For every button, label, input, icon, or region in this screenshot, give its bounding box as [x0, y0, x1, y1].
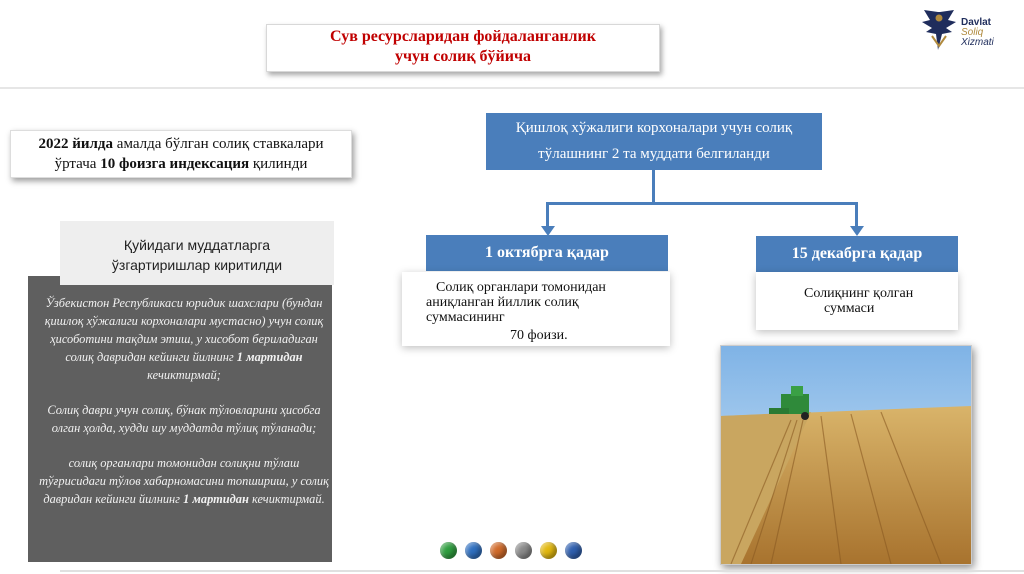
- indexation-note: [10, 130, 352, 178]
- harvest-photo: [720, 345, 972, 565]
- dot-icon: [440, 542, 457, 559]
- logo-line2: Soliq: [961, 27, 984, 38]
- deadline-1-line4: 70 фоизи.: [510, 328, 568, 343]
- changes-heading: [60, 221, 334, 285]
- deadline-1-line3: суммасининг: [426, 310, 505, 325]
- dot-icon: [465, 542, 482, 559]
- connector-right: [855, 202, 858, 228]
- deadline-2-line1: Солиқнинг қолган: [804, 286, 914, 301]
- changes-p3-end: кечиктирмай.: [248, 492, 325, 506]
- indexation-text3: қилинди: [249, 156, 308, 172]
- dot-icon: [565, 542, 582, 559]
- changes-text: [36, 294, 332, 525]
- changes-p3-text: солиқ органлари томонидан солиқни тўлаш тўғрисидаги тўлов хабарномасини топшириш, у солиқ давридан кейинги йилнинг: [39, 456, 329, 506]
- indexation-text1: амалда бўлган солиқ ставкалари: [113, 136, 324, 152]
- deadline-1-line2: аниқланган йиллик солиқ: [426, 295, 579, 310]
- dot-icon: [490, 542, 507, 559]
- deadline-1-title: 1 октябрга қадар: [426, 235, 668, 271]
- arrow-down-icon: [850, 226, 864, 236]
- changes-p1-end: кечиктирмай;: [147, 368, 221, 382]
- changes-p3-date: 1 мартидан: [183, 492, 249, 506]
- farm-deadlines-heading: [486, 113, 822, 170]
- changes-paragraph-3: [36, 454, 332, 508]
- indexation-percent: 10 фоизга индексация: [100, 156, 250, 172]
- logo-line3: Xizmati: [961, 37, 994, 48]
- changes-p1-text: Ўзбекистон Республикаси юридик шахслари (бундан қишлоқ хўжалиги корхоналари мустасно) учун солиқ ҳисоботини тақдим этиш, у хисобот бериладиган солиқ давридан кейинги йилнинг: [44, 296, 324, 364]
- dot-icon: [515, 542, 532, 559]
- indexation-year: 2022 йилда: [38, 136, 114, 152]
- deadline-1-line1: Солиқ органлари томонидан: [436, 280, 606, 295]
- changes-paragraph-1: [36, 294, 332, 384]
- deadline-2-body: [756, 272, 958, 330]
- dot-icon: [540, 542, 557, 559]
- page-title-line1: Сув ресурсларидан фойдаланганлик: [330, 28, 596, 45]
- indexation-text2: ўртача: [54, 156, 101, 172]
- farm-line2: тўлашнинг 2 та муддати белгиланди: [538, 146, 770, 162]
- connector-vertical: [652, 170, 655, 203]
- farm-line1: Қишлоқ хўжалиги корхоналари учун солиқ: [515, 120, 793, 136]
- changes-line2: ўзгартиришлар киритилди: [111, 257, 283, 273]
- logo-line1: Davlat: [961, 17, 992, 28]
- page-title: [266, 24, 660, 72]
- header-divider: [0, 87, 1024, 89]
- deadline-1-body: [402, 272, 670, 346]
- footer-divider: [60, 570, 1024, 572]
- deadline-2-line2: суммаси: [824, 301, 875, 316]
- logo-wordmark: [961, 18, 994, 48]
- changes-p1-date: 1 мартидан: [236, 350, 303, 364]
- page-title-line2: учун солиқ бўйича: [394, 48, 531, 65]
- changes-line1: Қуйидаги муддатларга: [123, 237, 271, 253]
- connector-left: [546, 202, 549, 228]
- deadline-2-title: 15 декабрга қадар: [756, 236, 958, 272]
- changes-paragraph-2: Солиқ даври учун солиқ, бўнак тўловларини ҳисобга олган ҳолда, худди шу муддатда тўлиқ тўланади;: [47, 403, 321, 435]
- connector-horizontal: [546, 202, 858, 205]
